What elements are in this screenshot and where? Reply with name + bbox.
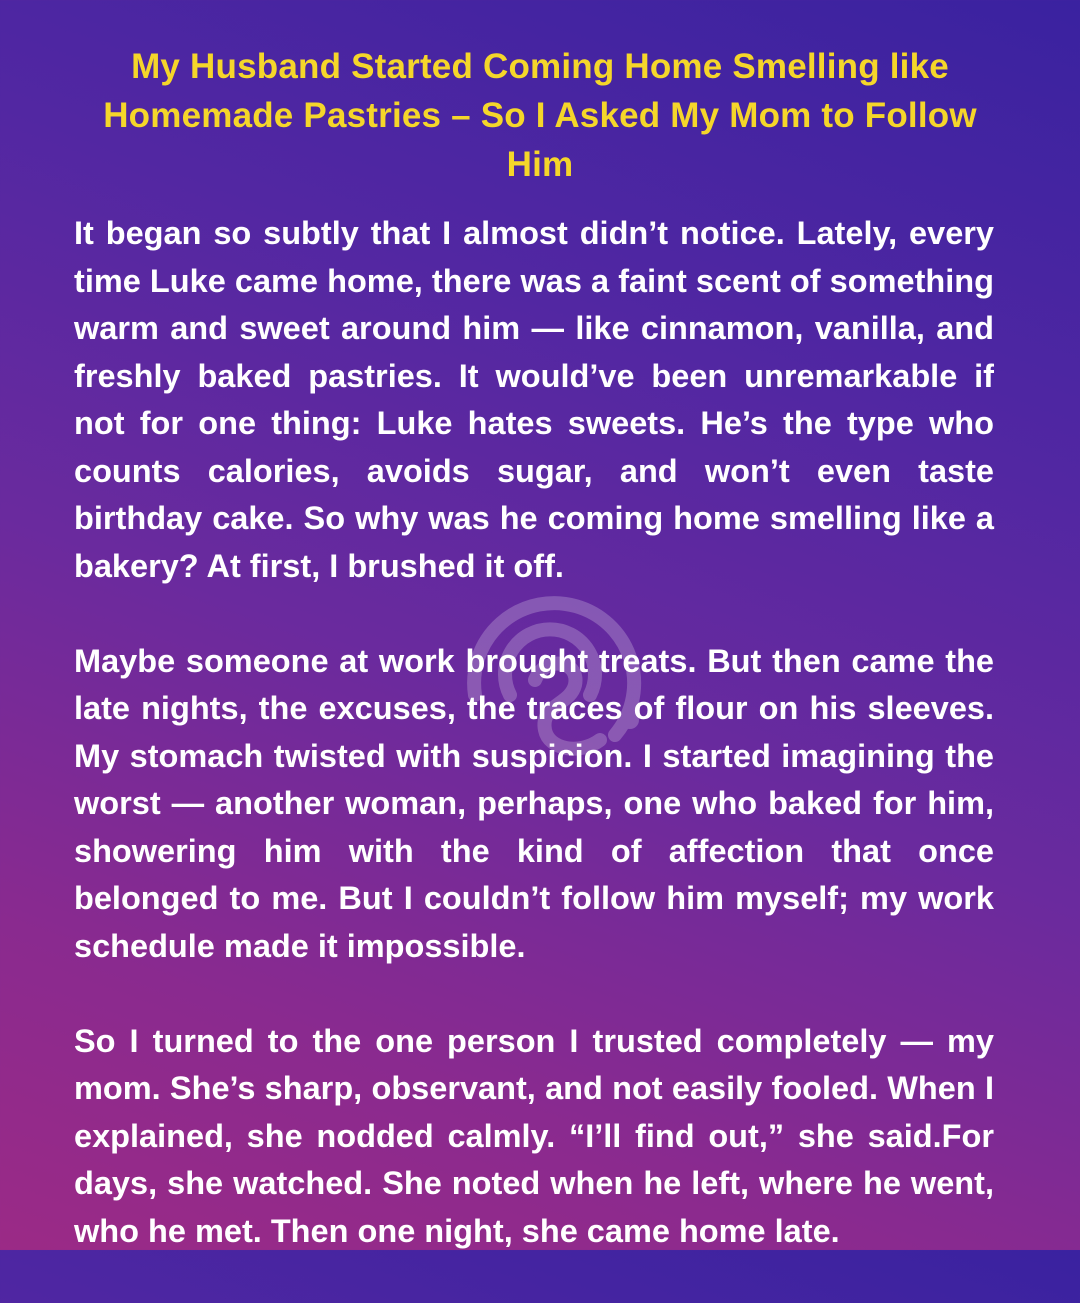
story-paragraph-2: Maybe someone at work brought treats. But then came the late nights, the excuses, the traces of flour on his sleeves. My stomach twisted with suspicion. I started imagining the worst — another woman, perhaps, one who baked for him, showering him with the kind of affection that once belonged to me. But I couldn’t follow him myself; my work schedule made it impossible. <box>74 642 994 964</box>
story-body <box>74 210 994 1303</box>
story-paragraph-1: It began so subtly that I almost didn’t notice. Lately, every time Luke came home, there was a faint scent of something warm and sweet around him — like cinnamon, vanilla, and freshly baked pastries. It would’ve been unremarkable if not for one thing: Luke hates sweets. He’s the type who counts calories, avoids sugar, and won’t even taste birthday cake. So why was he coming home smelling like a bakery? At first, I brushed it off. <box>74 215 994 584</box>
story-title: My Husband Started Coming Home Smelling like Homemade Pastries – So I Asked My Mom to Follow Him <box>103 47 977 184</box>
story-paragraph-3: So I turned to the one person I trusted completely — my mom. She’s sharp, observant, and not easily fooled. When I explained, she nodded calmly. “I’ll find out,” she said.For days, she watched. She noted when he left, where he went, who he met. Then one night, she came home late. <box>74 1022 994 1249</box>
